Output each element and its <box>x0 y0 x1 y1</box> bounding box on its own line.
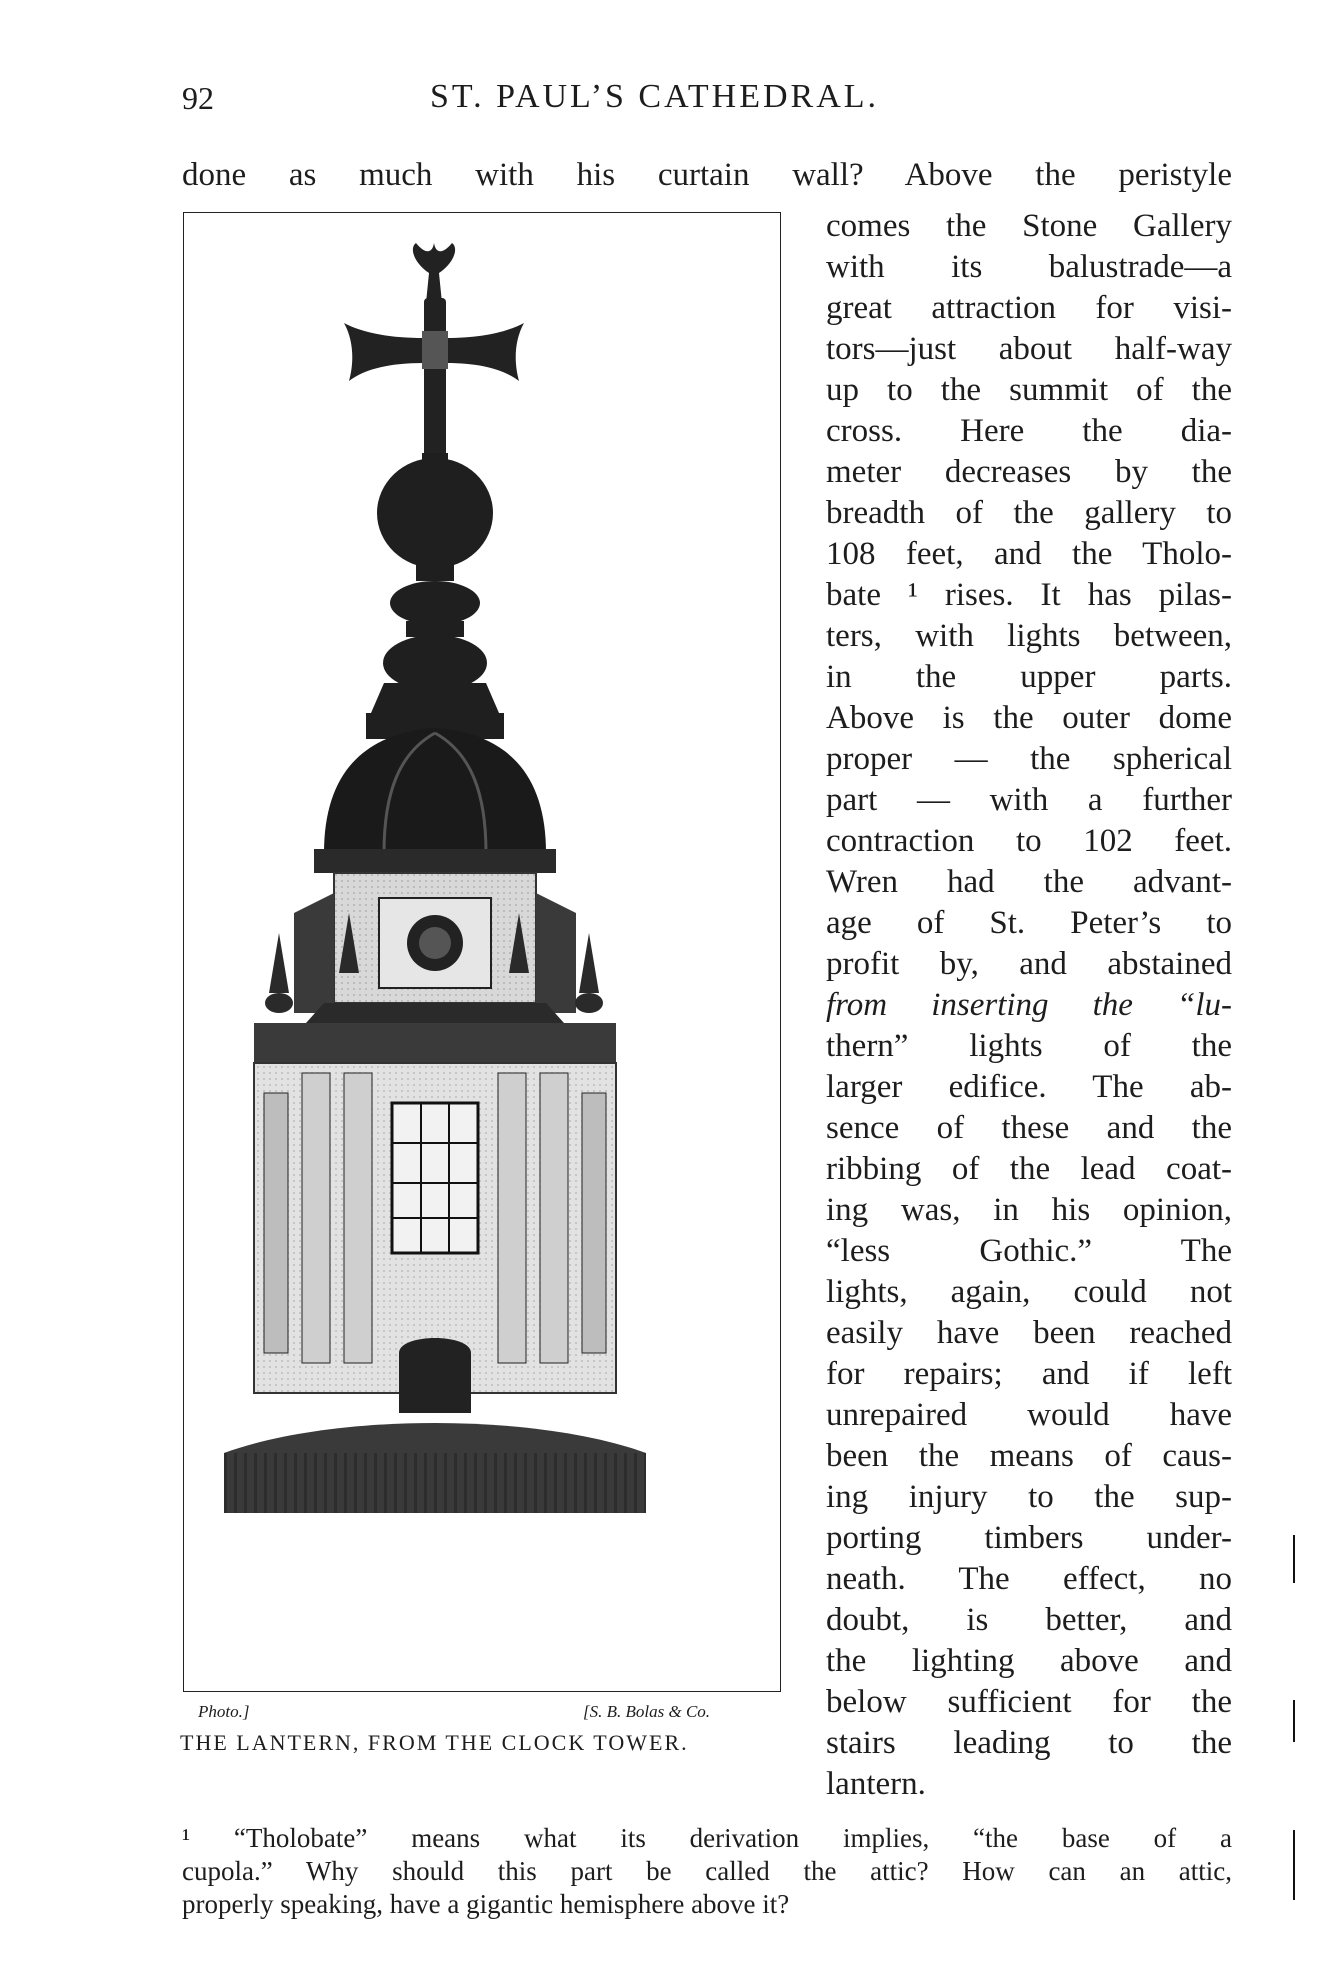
photo-credit-left: Photo.] <box>198 1702 250 1721</box>
text-line: from inserting the “lu- <box>826 987 1232 1023</box>
text-line: ribbing of the lead coat- <box>826 1151 1232 1187</box>
text-line: Above is the outer dome <box>826 700 1232 736</box>
text-line: doubt, is better, and <box>826 1602 1232 1638</box>
photo-credit-right: [S. B. Bolas & Co. <box>583 1702 711 1721</box>
text-line: breadth of the gallery to <box>826 495 1232 531</box>
text-line: ing was, in his opinion, <box>826 1192 1232 1228</box>
text-line: contraction to 102 feet. <box>826 823 1232 859</box>
clock-stage <box>294 873 576 1023</box>
lantern-photograph <box>184 213 779 1690</box>
text-line: great attraction for visi- <box>826 290 1232 326</box>
footnote-line: ¹ “Tholobate” means what its derivation implies, “the base of a <box>182 1823 1232 1853</box>
margin-mark <box>1293 1535 1295 1583</box>
text-line: unrepaired would have <box>826 1397 1232 1433</box>
text-line: larger edifice. The ab- <box>826 1069 1232 1105</box>
figure-caption: THE LANTERN, FROM THE CLOCK TOWER. <box>180 1730 689 1755</box>
text-line: ing injury to the sup- <box>826 1479 1232 1515</box>
text-line: been the means of caus- <box>826 1438 1232 1474</box>
text-line: lights, again, could not <box>826 1274 1232 1310</box>
text-line: porting timbers under- <box>826 1520 1232 1556</box>
text-line: up to the summit of the <box>826 372 1232 408</box>
margin-mark <box>1293 1830 1295 1900</box>
text-line: “less Gothic.” The <box>826 1233 1232 1269</box>
margin-mark <box>1293 1700 1295 1742</box>
running-title: ST. PAUL’S CATHEDRAL. <box>430 78 880 115</box>
body-first-line: done as much with his curtain wall? Above the peristyle <box>182 157 1232 193</box>
text-line: profit by, and abstained <box>826 946 1232 982</box>
text-line: meter decreases by the <box>826 454 1232 490</box>
text-line: neath. The effect, no <box>826 1561 1232 1597</box>
text-line: for repairs; and if left <box>826 1356 1232 1392</box>
footnote <box>182 1822 1232 1921</box>
text-line: tors—just about half-way <box>826 331 1232 367</box>
text-line: lantern. <box>826 1766 926 1802</box>
text-line: 108 feet, and the Tholo- <box>826 536 1232 572</box>
text-line: sence of these and the <box>826 1110 1232 1146</box>
side-text-column <box>826 206 1232 1805</box>
text-line: easily have been reached <box>826 1315 1232 1351</box>
text-line: in the upper parts. <box>826 659 1232 695</box>
page-number: 92 <box>182 80 214 116</box>
text-line: thern” lights of the <box>826 1028 1232 1064</box>
figure-frame <box>183 212 781 1692</box>
text-line: the lighting above and <box>826 1643 1232 1679</box>
text-line: stairs leading to the <box>826 1725 1232 1761</box>
text-line: Wren had the advant- <box>826 864 1232 900</box>
text-line: age of St. Peter’s to <box>826 905 1232 941</box>
text-line: proper — the spherical <box>826 741 1232 777</box>
text-line: cross. Here the dia- <box>826 413 1232 449</box>
columned-stage <box>254 1023 616 1413</box>
text-line: ters, with lights between, <box>826 618 1232 654</box>
footnote-line: properly speaking, have a gigantic hemisphere above it? <box>182 1889 790 1919</box>
footnote-line: cupola.” Why should this part be called the attic? How can an attic, <box>182 1856 1232 1886</box>
text-line: below sufficient for the <box>826 1684 1232 1720</box>
text-line: with its balustrade—a <box>826 249 1232 285</box>
text-line: bate ¹ rises. It has pilas- <box>826 577 1232 613</box>
text-line: part — with a further <box>826 782 1232 818</box>
text-line: comes the Stone Gallery <box>826 208 1232 244</box>
